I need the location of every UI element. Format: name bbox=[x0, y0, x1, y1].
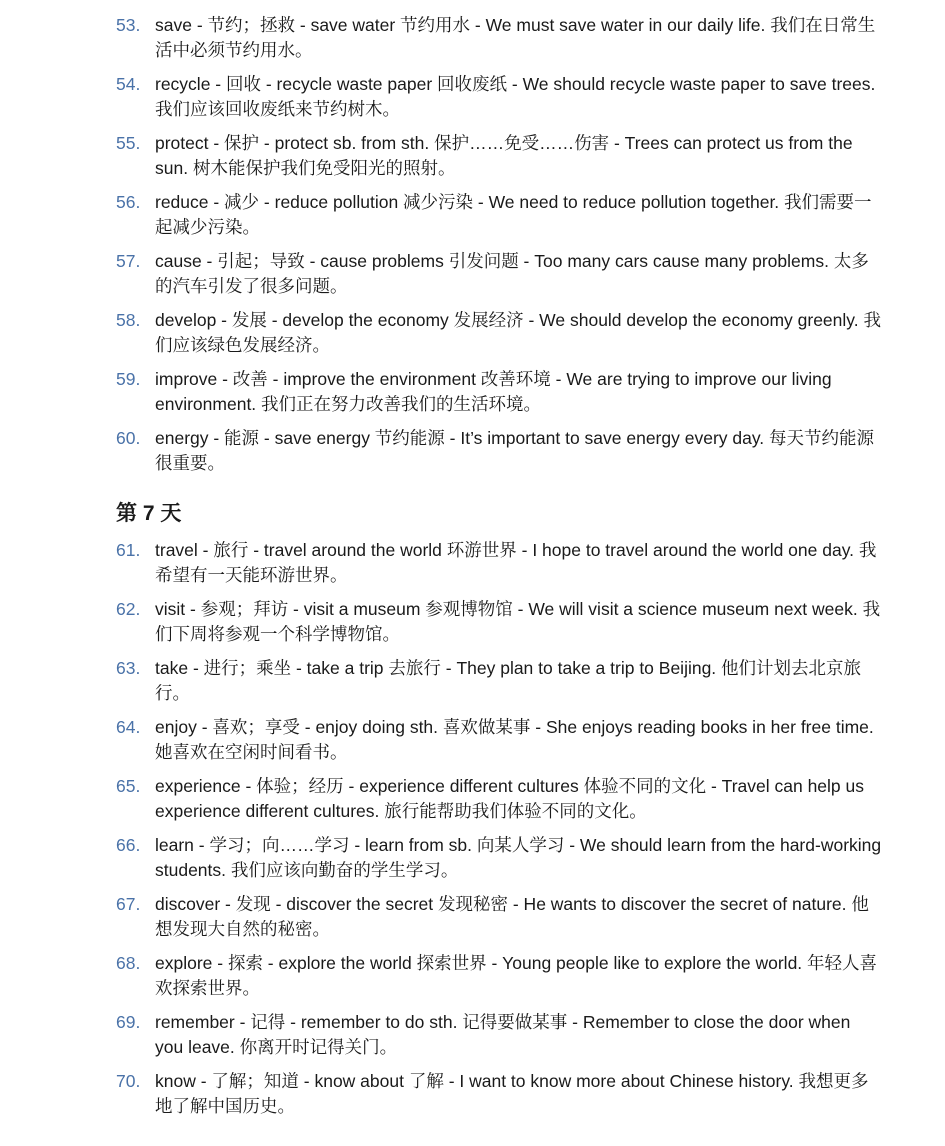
vocab-entry bbox=[0, 367, 945, 416]
entry-number: 56. bbox=[116, 192, 141, 212]
entry-number: 67. bbox=[116, 894, 141, 914]
vocab-entry bbox=[0, 426, 945, 475]
entry-number: 63. bbox=[116, 658, 141, 678]
vocab-entry bbox=[0, 833, 945, 882]
entry-number: 64. bbox=[116, 717, 141, 737]
vocab-section-day-7 bbox=[0, 538, 945, 1128]
vocab-entry bbox=[0, 1010, 945, 1059]
entry-text: energy - 能源 - save energy 节约能源 - It’s important to save energy every day. 每天节约能源很重要。 bbox=[155, 428, 875, 473]
entry-text: improve - 改善 - improve the environment 改善环境 - We are trying to improve our living environment. 我们正在努力改善我们的生活环境。 bbox=[155, 369, 832, 414]
entry-text: cause - 引起；导致 - cause problems 引发问题 - Too many cars cause many problems. 太多的汽车引发了很多问题。 bbox=[155, 251, 869, 296]
entry-text: learn - 学习；向……学习 - learn from sb. 向某人学习 - We should learn from the hard-working students. 我们应该向勤奋的学生学习。 bbox=[155, 835, 882, 880]
entry-number: 53. bbox=[116, 15, 141, 35]
entry-text: remember - 记得 - remember to do sth. 记得要做某事 - Remember to close the door when you leave. 你离开时记得关门。 bbox=[155, 1012, 851, 1057]
vocab-list bbox=[0, 538, 945, 1118]
vocab-list bbox=[0, 13, 945, 475]
entry-number: 61. bbox=[116, 540, 141, 560]
entry-text: take - 进行；乘坐 - take a trip 去旅行 - They plan to take a trip to Beijing. 他们计划去北京旅行。 bbox=[155, 658, 862, 703]
vocab-entry bbox=[0, 1069, 945, 1118]
vocab-entry bbox=[0, 72, 945, 121]
entry-text: recycle - 回收 - recycle waste paper 回收废纸 - We should recycle waste paper to save trees. 我们应该回收废纸来节约树木。 bbox=[155, 74, 876, 119]
entry-text: develop - 发展 - develop the economy 发展经济 - We should develop the economy greenly. 我们应该绿色发展经济。 bbox=[155, 310, 881, 355]
entry-text: save - 节约；拯救 - save water 节约用水 - We must save water in our daily life. 我们在日常生活中必须节约用水。 bbox=[155, 15, 876, 60]
vocab-entry bbox=[0, 715, 945, 764]
entry-number: 65. bbox=[116, 776, 141, 796]
entry-number: 58. bbox=[116, 310, 141, 330]
entry-text: travel - 旅行 - travel around the world 环游世界 - I hope to travel around the world one day. 我希望有一天能环游世界。 bbox=[155, 540, 877, 585]
entry-number: 59. bbox=[116, 369, 141, 389]
entry-text: experience - 体验；经历 - experience different cultures 体验不同的文化 - Travel can help us experience different cultures. 旅行能帮助我们体验不同的文化。 bbox=[155, 776, 864, 821]
entry-text: enjoy - 喜欢；享受 - enjoy doing sth. 喜欢做某事 - She enjoys reading books in her free time. 她喜欢在空闲时间看书。 bbox=[155, 717, 874, 762]
vocab-section-day-6 bbox=[0, 13, 945, 485]
vocab-entry bbox=[0, 892, 945, 941]
day-heading: 第 7 天 bbox=[116, 502, 182, 525]
entry-text: visit - 参观；拜访 - visit a museum 参观博物馆 - We will visit a science museum next week. 我们下周将参观一个科学博物馆。 bbox=[155, 599, 881, 644]
entry-number: 54. bbox=[116, 74, 141, 94]
entry-number: 66. bbox=[116, 835, 141, 855]
entry-number: 68. bbox=[116, 953, 141, 973]
entry-number: 55. bbox=[116, 133, 141, 153]
entry-number: 57. bbox=[116, 251, 141, 271]
entry-number: 69. bbox=[116, 1012, 141, 1032]
entry-number: 60. bbox=[116, 428, 141, 448]
vocab-entry bbox=[0, 951, 945, 1000]
vocab-entry bbox=[0, 249, 945, 298]
vocab-entry bbox=[0, 656, 945, 705]
vocab-entry bbox=[0, 190, 945, 239]
entry-number: 70. bbox=[116, 1071, 141, 1091]
entry-text: explore - 探索 - explore the world 探索世界 - Young people like to explore the world. 年轻人喜欢探索世界。 bbox=[155, 953, 878, 998]
vocab-entry bbox=[0, 131, 945, 180]
entry-text: discover - 发现 - discover the secret 发现秘密 - He wants to discover the secret of nature. 他想发现大自然的秘密。 bbox=[155, 894, 869, 939]
entry-number: 62. bbox=[116, 599, 141, 619]
vocab-entry bbox=[0, 538, 945, 587]
entry-text: reduce - 减少 - reduce pollution 减少污染 - We need to reduce pollution together. 我们需要一起减少污染。 bbox=[155, 192, 872, 237]
entry-text: protect - 保护 - protect sb. from sth. 保护……免受……伤害 - Trees can protect us from the sun. 树木能保护我们免受阳光的照射。 bbox=[155, 133, 853, 178]
entry-text: know - 了解；知道 - know about 了解 - I want to know more about Chinese history. 我想更多地了解中国历史。 bbox=[155, 1071, 869, 1116]
vocab-entry bbox=[0, 308, 945, 357]
vocab-entry bbox=[0, 13, 945, 62]
vocab-entry bbox=[0, 597, 945, 646]
vocab-entry bbox=[0, 774, 945, 823]
